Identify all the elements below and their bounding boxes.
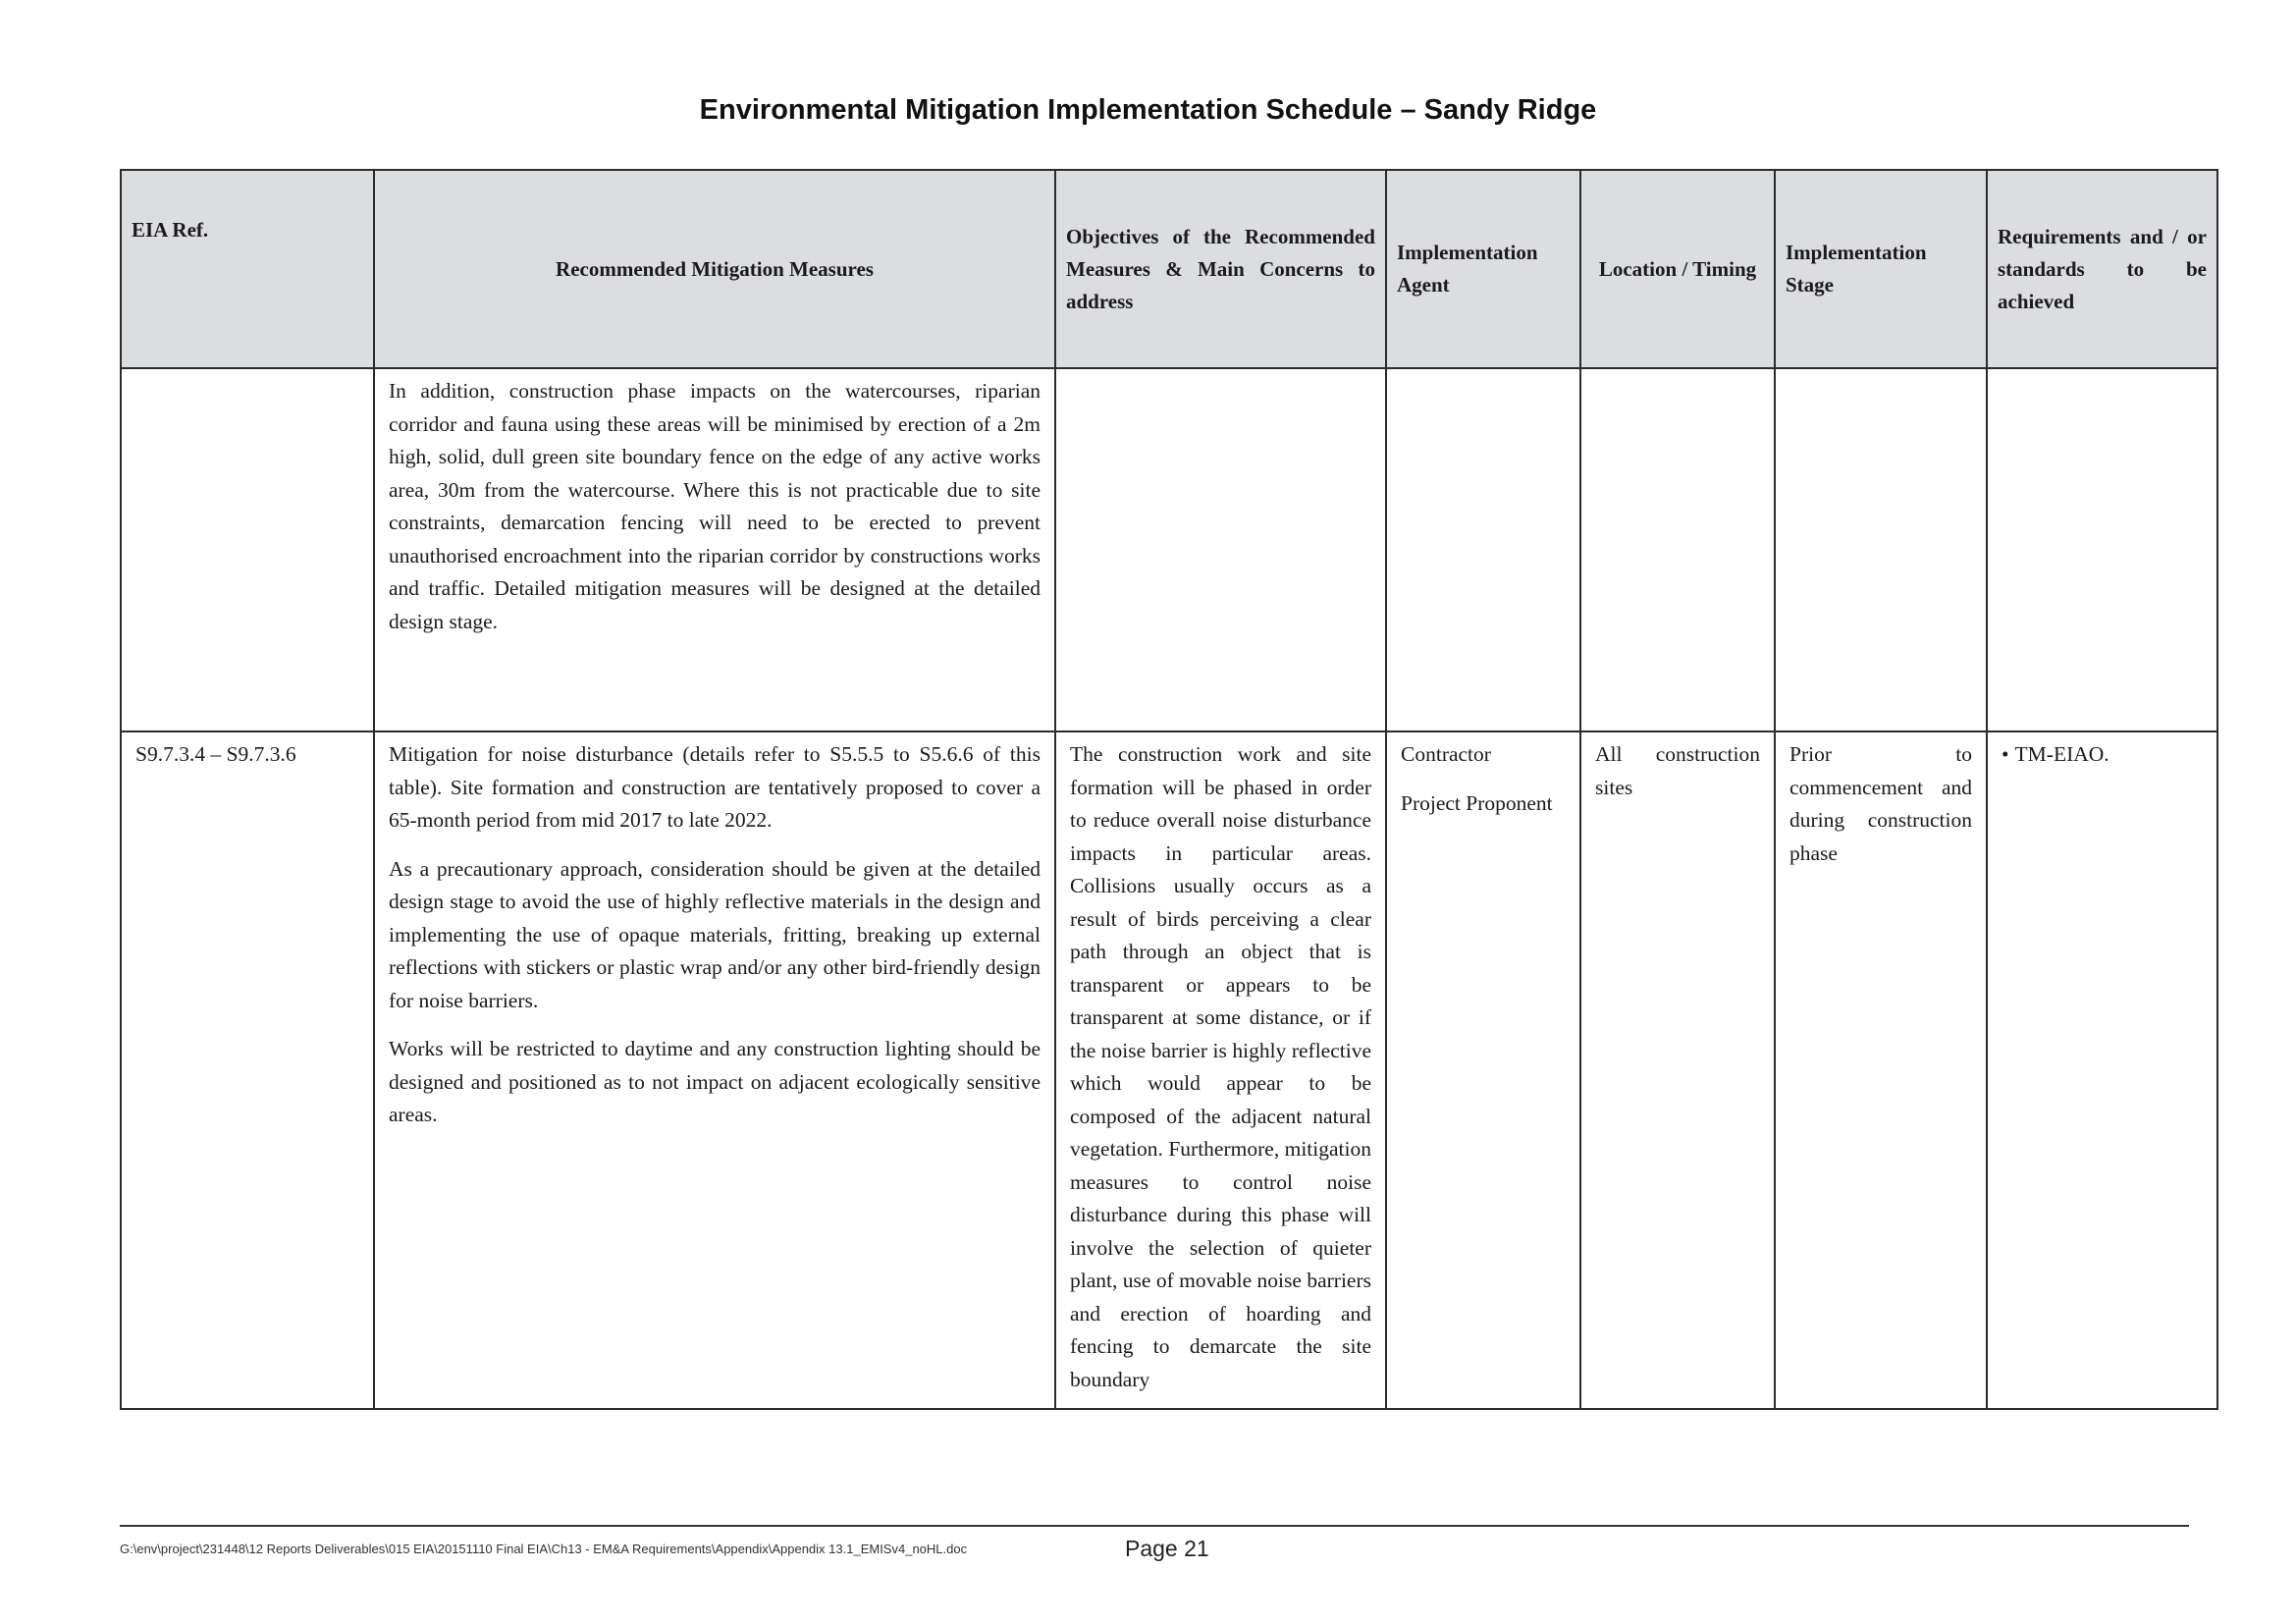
page-title: Environmental Mitigation Implementation Schedule – Sandy Ridge	[699, 94, 1597, 126]
cell-location-timing	[1580, 368, 1775, 731]
measure-paragraph: In addition, construction phase impacts on the watercourses, riparian corridor and fauna using these areas will be minimised by erection of a 2m high, solid, dull green site boundary fence on the edge of any active works area, 30m from the watercourse. Where this is not practicable due to site constraints, demarcation fencing will need to be erected to prevent unauthorised encroachment into the riparian corridor by constructions works and traffic. Detailed mitigation measures will be designed at the detailed design stage.	[389, 379, 1041, 633]
requirement-text: TM-EIAO.	[2014, 742, 2109, 766]
mitigation-schedule-table	[120, 169, 2218, 1410]
measure-paragraph: Mitigation for noise disturbance (details refer to S5.5.5 to S5.6.6 of this table). Site formation and construction are tentatively proposed to cover a 65-month period from mid 2017 to late 2022.	[389, 742, 1041, 832]
header-eia-ref: EIA Ref.	[121, 170, 374, 368]
cell-objectives: The construction work and site formation will be phased in order to reduce overall noise disturbance impacts in particular areas. Collisions usually occurs as a result of birds perceiving a clear path through an object that is transparent or appears to be transparent at some distance, or if the noise barrier is highly reflective which would appear to be composed of the adjacent natural vegetation. Furthermore, mitigation measures to control noise disturbance during this phase will involve the selection of quieter plant, use of movable noise barriers and erection of hoarding and fencing to demarcate the site boundary	[1055, 731, 1386, 1409]
table-header-row	[121, 170, 2217, 368]
cell-requirements	[1987, 368, 2217, 731]
header-implementation-stage: Implementation Stage	[1775, 170, 1987, 368]
cell-objectives	[1055, 368, 1386, 731]
cell-requirements	[1987, 731, 2217, 1409]
header-implementation-agent: Implementation Agent	[1386, 170, 1580, 368]
cell-eia-ref	[121, 368, 374, 731]
footer-divider	[120, 1525, 2189, 1527]
header-mitigation-measures: Recommended Mitigation Measures	[374, 170, 1055, 368]
cell-location-timing: All construction sites	[1580, 731, 1775, 1409]
header-requirements: Requirements and / or standards to be achieved	[1987, 170, 2217, 368]
cell-mitigation-measures	[374, 368, 1055, 731]
table-row	[121, 731, 2217, 1409]
cell-implementation-stage	[1775, 368, 1987, 731]
cell-implementation-agent	[1386, 731, 1580, 1409]
measure-paragraph: As a precautionary approach, consideration should be given at the detailed design stage to avoid the use of highly reflective materials in the design and implementing the use of opaque materials, fritting, breaking up external reflections with stickers or plastic wrap and/or any other bird-friendly design for noise barriers.	[389, 856, 1041, 1012]
agent-name: Project Proponent	[1401, 790, 1553, 815]
agent-name: Contractor	[1401, 742, 1491, 766]
page-number: Page 21	[1125, 1536, 1209, 1561]
header-objectives: Objectives of the Recommended Measures & Main Concerns to address	[1055, 170, 1386, 368]
header-location-timing: Location / Timing	[1580, 170, 1775, 368]
requirement-item	[2002, 738, 2203, 772]
bullet-icon: •	[2002, 742, 2009, 766]
cell-mitigation-measures	[374, 731, 1055, 1409]
measure-paragraph: Works will be restricted to daytime and any construction lighting should be designed and positioned as to not impact on adjacent ecologically sensitive areas.	[389, 1037, 1041, 1126]
cell-implementation-stage: Prior to commencement and during construction phase	[1775, 731, 1987, 1409]
cell-implementation-agent	[1386, 368, 1580, 731]
table-row	[121, 368, 2217, 731]
footer-file-path: G:\env\project\231448\12 Reports Deliverables\015 EIA\20151110 Final EIA\Ch13 - EM&A Requirements\Appendix\Appendix 13.1_EMISv4_noHL.doc	[120, 1542, 968, 1556]
cell-eia-ref: S9.7.3.4 – S9.7.3.6	[121, 731, 374, 1409]
